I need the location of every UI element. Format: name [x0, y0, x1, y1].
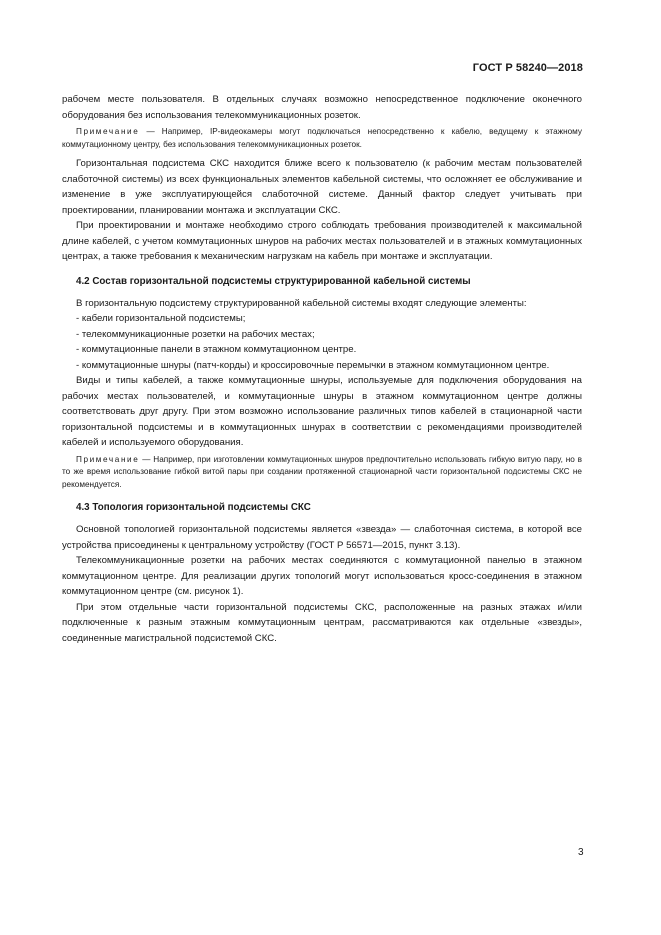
- section-4-3-paragraph-3: При этом отдельные части горизонтальной подсистемы СКС, расположенные на разных этажах и/или подключенные к разным этажным коммутационным центрам, рассматриваются как отдельные «звезды», соединенные магистральной подсистемой СКС.: [62, 601, 582, 644]
- section-heading-4-3: 4.3 Топология горизонтальной подсистемы СКС: [76, 502, 311, 514]
- note-text: — Например, IP-видеокамеры могут подключаться непосредственно к кабелю, ведущему к этажному коммутационному центру, без использования телекоммуникационных розеток.: [62, 127, 582, 149]
- page-number: 3: [578, 847, 584, 858]
- section-4-3-paragraph-2: Телекоммуникационные розетки на рабочих местах соединяются с коммутационной панелью в этажном коммутационном центре. Для реализации других топологий могут использоваться кросс-соединения в этажном коммутационном центре (см. рисунок 1).: [62, 555, 582, 598]
- paragraph-continuation: рабочем месте пользователя. В отдельных случаях возможно непосредственное подключение оконечного оборудования без использования телекоммуникационных розеток.: [62, 94, 582, 121]
- paragraph-horizontal-subsystem: Горизонтальная подсистема СКС находится ближе всего к пользователю (к рабочим местам пользователей слаботочной системы) из всех функциональных элементов кабельной системы, что осложняет ее обслуживание и изменение в уже эксплуатирующейся слаботочной системе. Данный фактор следует учитывать при проектировании, планировании монтажа и эксплуатации СКС.: [62, 158, 582, 216]
- list-item: - кабели горизонтальной подсистемы;: [76, 313, 246, 325]
- note-ip-cameras: [62, 126, 582, 151]
- note-label: Примечание: [76, 454, 140, 464]
- composition-list: [62, 311, 582, 373]
- section-heading-4-2: 4.2 Состав горизонтальной подсистемы структурированной кабельной системы: [76, 275, 471, 287]
- note-label: Примечание: [76, 127, 140, 136]
- section-4-2-intro: В горизонтальную подсистему структурированной кабельной системы входят следующие элементы:: [76, 297, 527, 309]
- note-patch-cords: [62, 454, 582, 492]
- page-content: [62, 92, 582, 646]
- list-item: - коммутационные шнуры (патч-корды) и кроссировочные перемычки в этажном коммутационном центре.: [76, 359, 550, 371]
- list-item: - коммутационные панели в этажном коммутационном центре.: [76, 344, 357, 356]
- list-item: - телекоммуникационные розетки на рабочих местах;: [76, 328, 315, 340]
- paragraph-design-requirements: При проектировании и монтаже необходимо строго соблюдать требования производителей к максимальной длине кабелей, с учетом коммутационных шнуров на рабочих местах пользователей и в этажных коммутационных центрах, а также требования к механическим нагрузкам на кабель при монтаже и эксплуатации.: [62, 220, 582, 263]
- section-4-2-paragraph: Виды и типы кабелей, а также коммутационные шнуры, используемые для подключения оборудования на рабочих местах пользователей, и коммутационные шнуры в этажном коммутационном центре должны соответствовать друг другу. При этом возможно использование различных типов кабелей в стационарной части горизонтальной подсистемы и в коммутационных шнурах в соответствии с рекомендациями производителей кабелей и используемого оборудования.: [62, 375, 582, 449]
- note-text: — Например, при изготовлении коммутационных шнуров предпочтительно использовать гибкую витую пару, но в то же время использование гибкой витой пары при создании протяженной стационарной части горизонтальной подсистемы СКС не рекомендуется.: [62, 454, 582, 489]
- section-4-3-paragraph-1: Основной топологией горизонтальной подсистемы является «звезда» — слаботочная система, в которой все устройства присоединены к центральному устройству (ГОСТ Р 56571—2015, пункт 3.13).: [62, 524, 582, 551]
- document-code-header: ГОСТ Р 58240—2018: [472, 62, 583, 74]
